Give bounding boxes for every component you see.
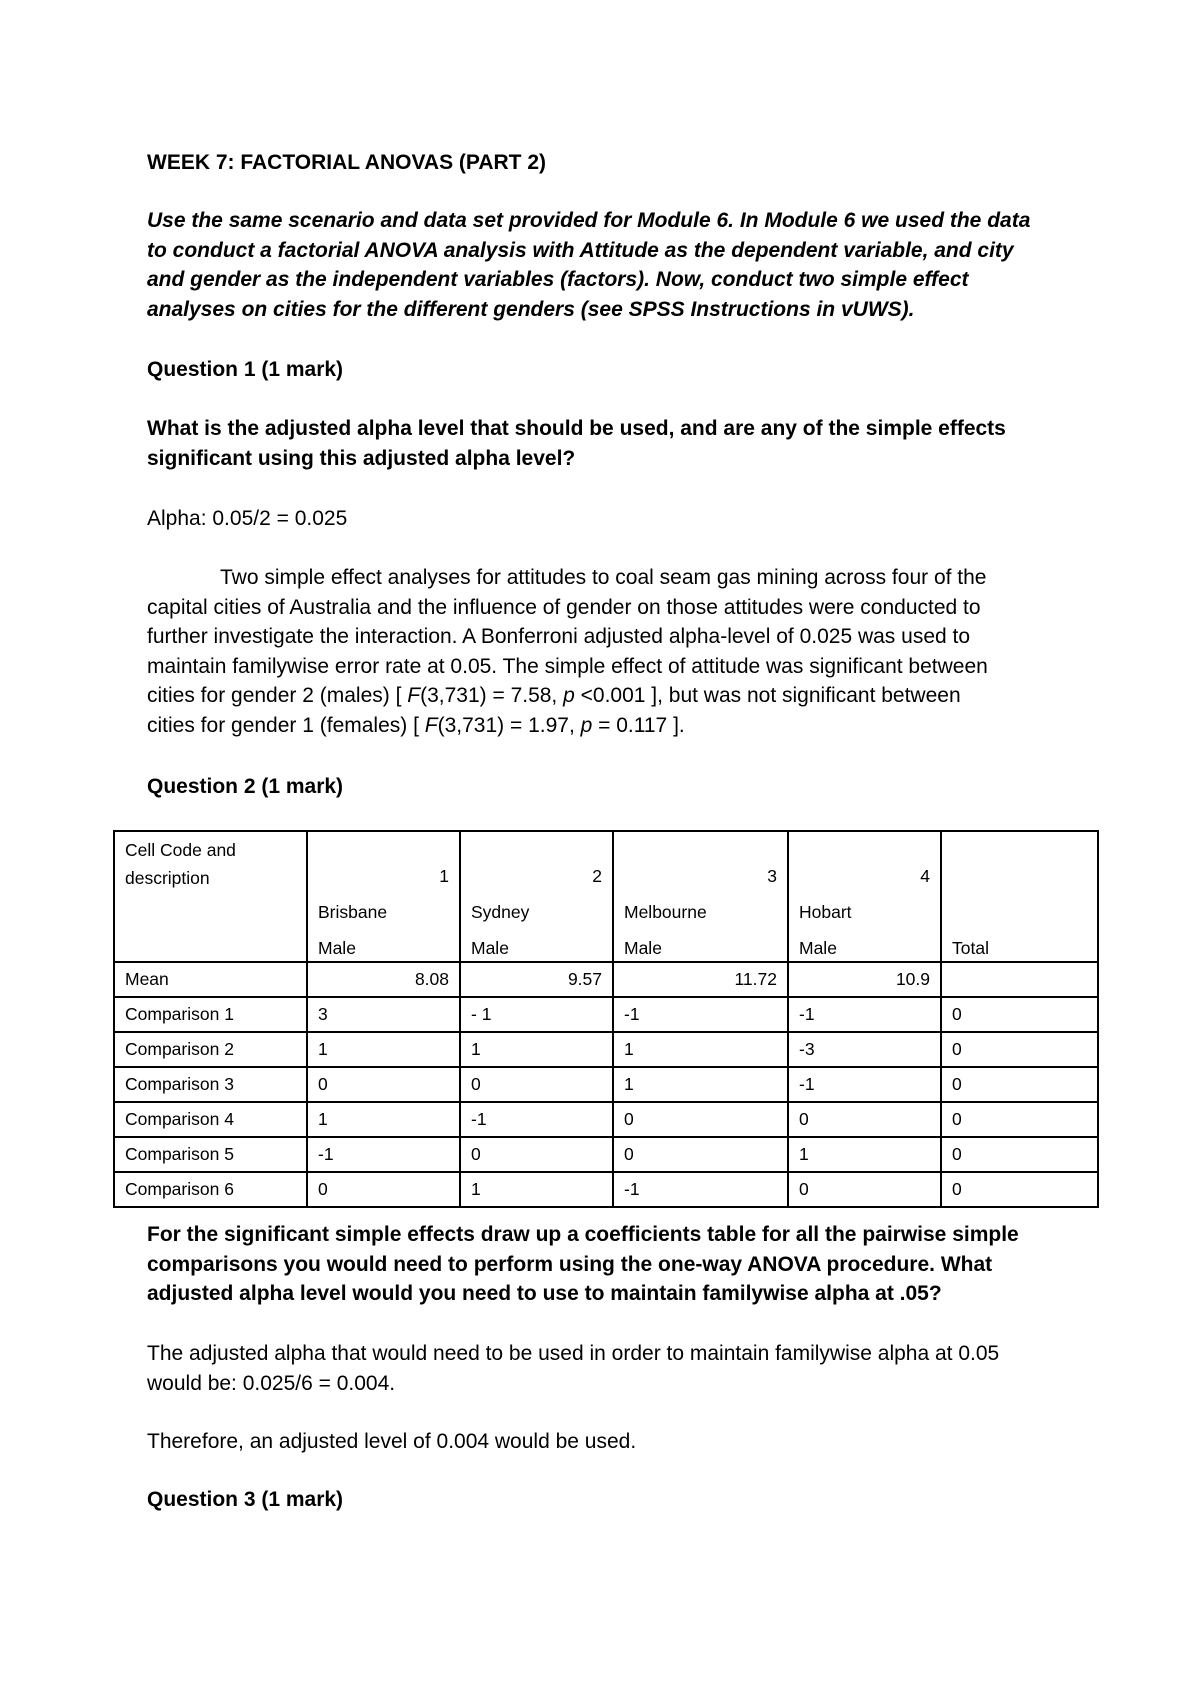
coefficient-cell: 1 xyxy=(788,1137,941,1172)
coefficient-cell: 0 xyxy=(941,1172,1098,1207)
answer-line: Two simple effect analyses for attitudes to coal seam gas mining across four of the xyxy=(220,566,987,589)
table-row xyxy=(114,1137,1098,1172)
coefficient-cell: 0 xyxy=(941,1032,1098,1067)
coefficient-cell: 1 xyxy=(613,1032,788,1067)
mean-value: 8.08 xyxy=(307,962,460,997)
alpha-line: Alpha: 0.05/2 = 0.025 xyxy=(147,507,348,530)
answer-line: capital cities of Australia and the influence of gender on those attitudes were conducted to xyxy=(147,595,981,619)
coefficient-cell: 0 xyxy=(941,1137,1098,1172)
intro-line: analyses on cities for the different genders (see SPSS Instructions in vUWS). xyxy=(147,297,915,321)
question-line: adjusted alpha level would you need to use to maintain familywise alpha at .05? xyxy=(147,1282,942,1305)
question-2-heading: Question 2 (1 mark) xyxy=(147,775,344,798)
answer-line: cities for gender 2 (males) [ F(3,731) = 7.58, p <0.001 ], but was not significant between xyxy=(147,684,961,707)
mean-value xyxy=(941,962,1098,997)
mean-value: 11.72 xyxy=(613,962,788,997)
table-row xyxy=(114,1032,1098,1067)
question-2-answer xyxy=(147,1339,1082,1398)
row-label: Comparison 5 xyxy=(114,1137,307,1172)
column-header-hobart: 4 Hobart Male xyxy=(788,831,941,962)
coefficient-cell: -1 xyxy=(460,1102,613,1137)
coefficient-cell: 0 xyxy=(941,1067,1098,1102)
answer-line: would be: 0.025/6 = 0.004. xyxy=(147,1371,396,1395)
question-line: For the significant simple effects draw up a coefficients table for all the pairwise simple xyxy=(147,1223,1019,1246)
question-line: significant using this adjusted alpha level? xyxy=(147,446,576,470)
coefficient-cell: 0 xyxy=(788,1102,941,1137)
coefficient-cell: 0 xyxy=(307,1067,460,1102)
question-line: comparisons you would need to perform using the one-way ANOVA procedure. What xyxy=(147,1252,993,1276)
table-row xyxy=(114,997,1098,1032)
coefficients-table xyxy=(113,830,1099,1208)
question-3-heading: Question 3 (1 mark) xyxy=(147,1488,344,1511)
coefficient-cell: -3 xyxy=(788,1032,941,1067)
row-label: Comparison 1 xyxy=(114,997,307,1032)
coefficient-cell: 1 xyxy=(460,1172,613,1207)
coefficient-cell: 1 xyxy=(307,1032,460,1067)
row-label: Comparison 2 xyxy=(114,1032,307,1067)
row-label: Comparison 4 xyxy=(114,1102,307,1137)
coefficient-cell: 0 xyxy=(941,1102,1098,1137)
question-line: What is the adjusted alpha level that should be used, and are any of the simple effects xyxy=(147,417,1006,440)
column-header-total: Total xyxy=(941,831,1098,962)
question-1-answer xyxy=(147,563,1082,740)
intro-line: and gender as the independent variables (factors). Now, conduct two simple effect xyxy=(147,268,969,291)
table-row-mean xyxy=(114,962,1098,997)
table-row xyxy=(114,1172,1098,1207)
coefficient-cell: 0 xyxy=(307,1172,460,1207)
cell-code-description: Cell Code and description xyxy=(114,831,307,962)
answer-line: further investigate the interaction. A Bonferroni adjusted alpha-level of 0.025 was used to xyxy=(147,625,971,648)
column-header-sydney: 2 Sydney Male xyxy=(460,831,613,962)
table-header-row xyxy=(114,831,1098,962)
coefficient-cell: 0 xyxy=(613,1102,788,1137)
coefficient-cell: -1 xyxy=(613,1172,788,1207)
conclusion-line: Therefore, an adjusted level of 0.004 would be used. xyxy=(147,1430,637,1453)
row-label: Comparison 3 xyxy=(114,1067,307,1102)
answer-line: The adjusted alpha that would need to be used in order to maintain familywise alpha at 0.05 xyxy=(147,1342,1000,1365)
coefficient-cell: 3 xyxy=(307,997,460,1032)
coefficient-cell: 0 xyxy=(613,1137,788,1172)
table-row xyxy=(114,1102,1098,1137)
mean-value: 10.9 xyxy=(788,962,941,997)
row-label: Comparison 6 xyxy=(114,1172,307,1207)
coefficient-cell: 1 xyxy=(460,1032,613,1067)
mean-value: 9.57 xyxy=(460,962,613,997)
coefficient-cell: 1 xyxy=(613,1067,788,1102)
coefficient-cell: -1 xyxy=(788,997,941,1032)
coefficient-cell: 0 xyxy=(788,1172,941,1207)
question-1-heading: Question 1 (1 mark) xyxy=(147,358,344,381)
question-1-text xyxy=(147,414,1082,473)
coefficient-cell: -1 xyxy=(307,1137,460,1172)
column-header-brisbane: 1 Brisbane Male xyxy=(307,831,460,962)
answer-line: cities for gender 1 (females) [ F(3,731) = 1.97, p = 0.117 ]. xyxy=(147,713,685,737)
coefficient-cell: 0 xyxy=(941,997,1098,1032)
coefficient-cell: -1 xyxy=(613,997,788,1032)
question-2-text xyxy=(147,1220,1082,1309)
intro-line: to conduct a factorial ANOVA analysis with Attitude as the dependent variable, and city xyxy=(147,238,1014,262)
coefficient-cell: 1 xyxy=(307,1102,460,1137)
intro-line: Use the same scenario and data set provided for Module 6. In Module 6 we used the data xyxy=(147,209,1031,232)
table-row xyxy=(114,1067,1098,1102)
coefficient-cell: -1 xyxy=(788,1067,941,1102)
column-header-melbourne: 3 Melbourne Male xyxy=(613,831,788,962)
row-label: Mean xyxy=(114,962,307,997)
coefficient-cell: - 1 xyxy=(460,997,613,1032)
intro-paragraph xyxy=(147,206,1082,324)
coefficient-cell: 0 xyxy=(460,1137,613,1172)
answer-line: maintain familywise error rate at 0.05. The simple effect of attitude was significant between xyxy=(147,654,988,678)
page-title: WEEK 7: FACTORIAL ANOVAS (PART 2) xyxy=(147,151,547,174)
coefficient-cell: 0 xyxy=(460,1067,613,1102)
